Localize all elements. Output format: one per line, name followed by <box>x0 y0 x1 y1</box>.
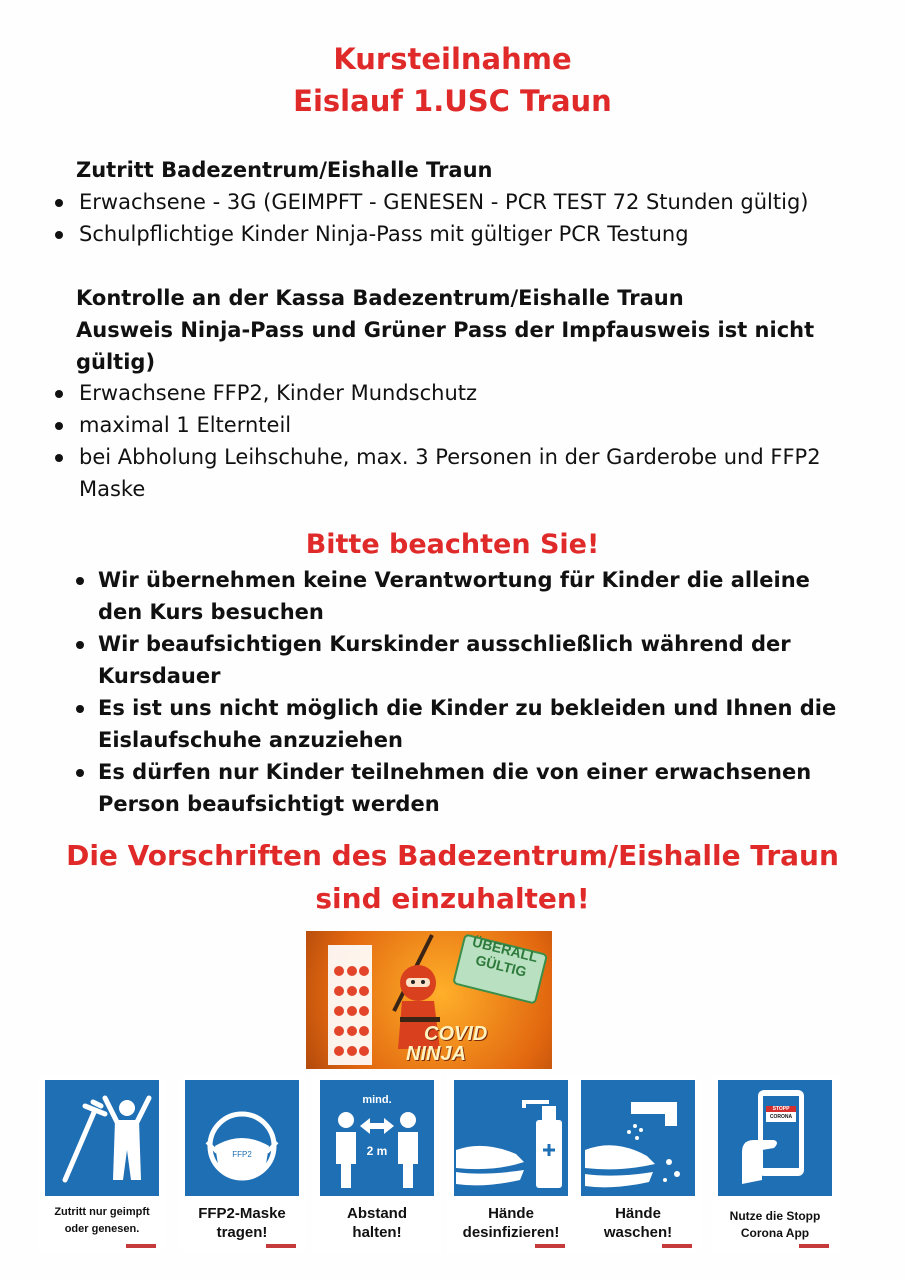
distance-value-label: 2 m <box>366 1144 388 1158</box>
ninja-label: NINJA <box>406 1043 467 1065</box>
pictogram-corona-app <box>711 1074 839 1254</box>
app-sign-top: STOPP <box>766 1106 796 1112</box>
title-line-1: Kursteilnahme <box>333 42 572 76</box>
sport-austria-logo <box>266 1244 296 1248</box>
list-item: Es dürfen nur Kinder teilnehmen die von einer erwachsenen Person beaufsichtigt werden <box>74 756 844 820</box>
phone-app-icon <box>718 1080 832 1196</box>
rules-heading <box>0 834 905 920</box>
pictogram-disinfect <box>447 1074 575 1254</box>
rules-line-1: Die Vorschriften des Badezentrum/Eishalle Traun <box>66 839 839 872</box>
title-line-2: Eislauf 1.USC Traun <box>293 84 612 118</box>
list-item: bei Abholung Leihschuhe, max. 3 Personen in der Garderobe und FFP2 Maske <box>53 441 843 505</box>
mask-icon <box>185 1080 299 1196</box>
sport-austria-logo <box>535 1244 565 1248</box>
distance-icon <box>320 1080 434 1196</box>
control-heading-line-2: Ausweis Ninja-Pass und Grüner Pass der Impfausweis ist nicht gültig) <box>76 318 815 374</box>
list-item: Es ist uns nicht möglich die Kinder zu bekleiden und Ihnen die Eislaufschuhe anzuziehen <box>74 692 844 756</box>
covid-ninja-image <box>306 931 552 1069</box>
pictogram-caption: Hände waschen! <box>603 1205 673 1241</box>
pictogram-caption: Zutritt nur geimpft oder genesen. <box>54 1206 150 1235</box>
pictogram-wash-hands <box>574 1074 702 1254</box>
list-item: maximal 1 Elternteil <box>53 409 843 441</box>
valid-everywhere-badge: ÜBERALL GÜLTIG <box>470 933 540 980</box>
rules-line-2: sind einzuhalten! <box>315 882 590 915</box>
pictogram-caption: Hände desinfizieren! <box>462 1205 560 1241</box>
control-heading-line-1: Kontrolle an der Kassa Badezentrum/Eishalle Traun <box>76 286 684 310</box>
pictogram-caption: FFP2-Maske tragen! <box>198 1205 286 1241</box>
pictogram-caption: Abstand halten! <box>347 1205 407 1241</box>
list-item: Schulpflichtige Kinder Ninja-Pass mit gültiger PCR Testung <box>53 218 873 250</box>
covid-label: COVID <box>424 1023 488 1045</box>
pictogram-caption: Nutze die Stopp Corona App <box>729 1209 821 1240</box>
mask-label: FFP2 <box>232 1150 252 1159</box>
sport-austria-logo <box>662 1244 692 1248</box>
rules-list <box>53 377 843 505</box>
distance-top-label: mind. <box>362 1094 392 1106</box>
wash-hands-icon <box>581 1080 695 1196</box>
access-list <box>53 186 873 250</box>
sport-austria-logo <box>126 1244 156 1248</box>
list-item: Erwachsene FFP2, Kinder Mundschutz <box>53 377 843 409</box>
pictogram-distance <box>313 1074 441 1254</box>
section-access-heading: Zutritt Badezentrum/Eishalle Traun <box>76 158 493 182</box>
page-title <box>0 38 905 122</box>
list-item: Wir übernehmen keine Verantwortung für Kinder die alleine den Kurs besuchen <box>74 564 844 628</box>
app-sign-bottom: CORONA <box>769 1114 793 1120</box>
pictogram-vaccinated <box>38 1074 166 1254</box>
notice-heading: Bitte beachten Sie! <box>305 529 600 560</box>
section-control-heading <box>76 282 886 378</box>
notice-list <box>74 564 844 820</box>
disinfect-icon <box>454 1080 568 1196</box>
list-item: Wir beaufsichtigen Kurskinder ausschließlich während der Kursdauer <box>74 628 844 692</box>
vaccine-icon <box>45 1080 159 1196</box>
pictogram-ffp2 <box>178 1074 306 1254</box>
sport-austria-logo <box>799 1244 829 1248</box>
list-item: Erwachsene - 3G (GEIMPFT - GENESEN - PCR TEST 72 Stunden gültig) <box>53 186 873 218</box>
